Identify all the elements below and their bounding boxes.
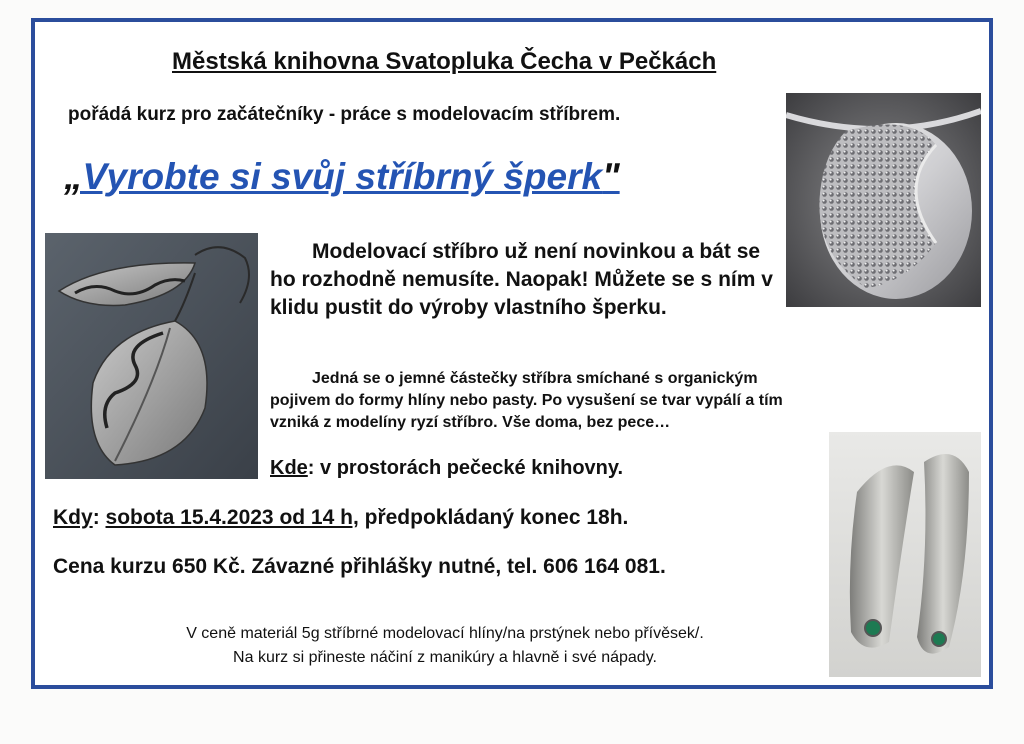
when-label: Kdy <box>53 506 93 529</box>
when-date: sobota 15.4.2023 od 14 h, <box>105 506 359 529</box>
where-label: Kde <box>270 457 308 479</box>
description-paragraph <box>270 368 790 434</box>
poster-title: Městská knihovna Svatopluka Čecha v Pečkách <box>172 48 717 75</box>
headline-text: Vyrobte si svůj stříbrný šperk <box>82 156 603 197</box>
when-line <box>53 506 628 530</box>
price-line: Cena kurzu 650 Kč. Závazné přihlášky nutné, tel. 606 164 081. <box>53 555 666 578</box>
leaf-earrings-photo <box>45 233 258 479</box>
intro-text: Modelovací stříbro už není novinkou a bát se ho rozhodně nemusíte. Naopak! Můžete se s ním v klidu pustit do výroby vlastního šperku. <box>270 240 773 319</box>
pendant-photo <box>786 93 981 307</box>
headline-open-quote: „ <box>64 156 83 197</box>
note <box>100 622 790 670</box>
where-text: : v prostorách pečecké knihovny. <box>307 457 624 479</box>
headline <box>64 156 620 198</box>
poster-subtitle: pořádá kurz pro začátečníky - práce s modelovacím stříbrem. <box>68 104 621 125</box>
intro-paragraph <box>270 238 790 322</box>
silver-rings-photo <box>829 432 981 677</box>
description-text: Jedná se o jemné částečky stříbra smíchané s organickým pojivem do formy hlíny nebo pasty. Po vysušení se tvar vypálí a tím vzniká z modelíny ryzí stříbro. Vše doma, bez pece… <box>270 370 783 431</box>
note-line-1: V ceně materiál 5g stříbrné modelovací hlíny/na prstýnek nebo přívěsek/. <box>186 625 704 642</box>
note-line-2: Na kurz si přineste náčiní z manikúry a hlavně i své nápady. <box>233 649 657 666</box>
when-colon: : <box>92 506 106 529</box>
when-rest: předpokládaný konec 18h. <box>358 506 629 529</box>
headline-close-quote: " <box>602 156 620 197</box>
where-line <box>270 457 623 480</box>
